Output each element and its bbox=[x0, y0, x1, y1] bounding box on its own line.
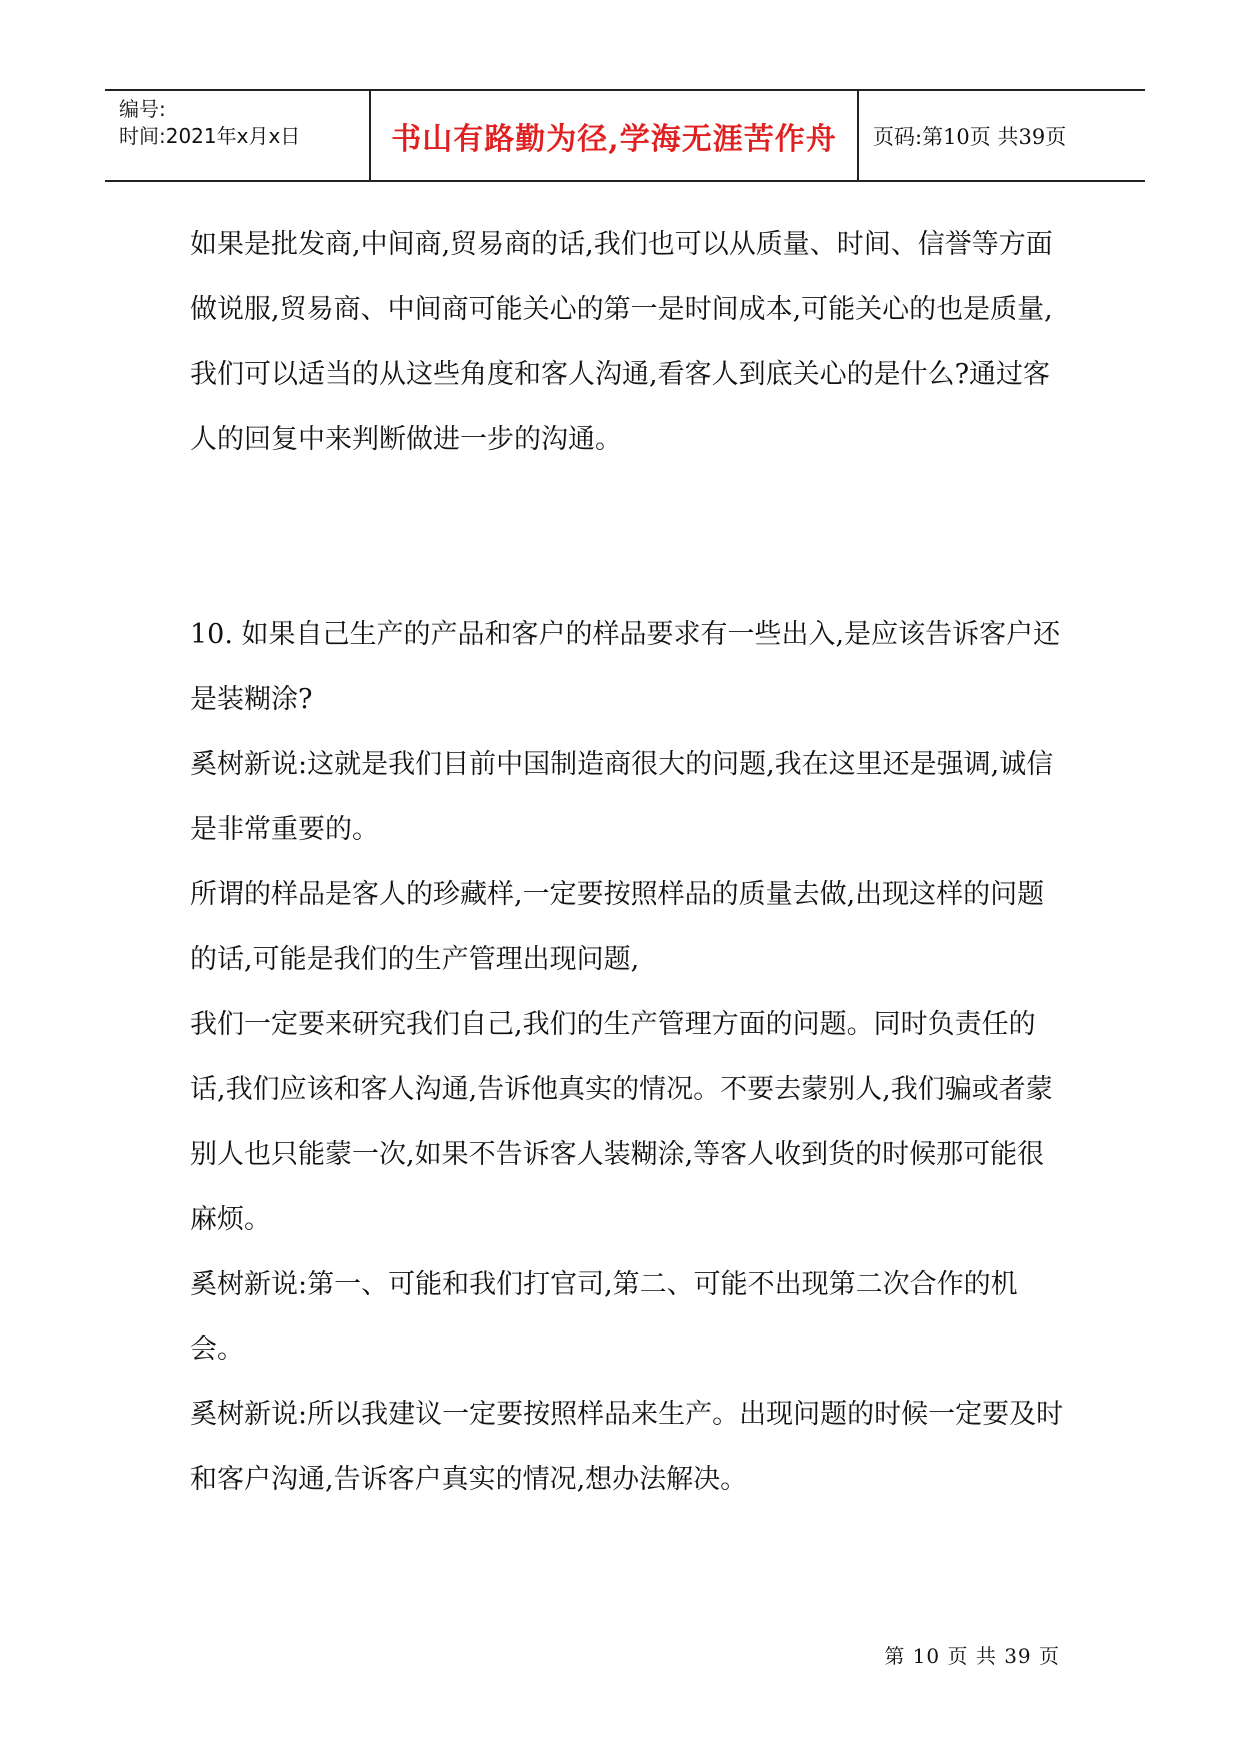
document-number-label: 编号: bbox=[119, 97, 166, 121]
paragraph: 所谓的样品是客人的珍藏样,一定要按照样品的质量去做,出现这样的问题的话,可能是我们的生产管理出现问题, bbox=[190, 879, 1045, 975]
question-heading: 10. 如果自己生产的产品和客户的样品要求有一些出入,是应该告诉客户还是装糊涂? bbox=[190, 619, 1061, 715]
document-time: 时间:2021年x月x日 bbox=[119, 124, 301, 148]
paragraph: 奚树新说:所以我建议一定要按照样品来生产。出现问题的时候一定要及时和客户沟通,告诉客户真实的情况,想办法解决。 bbox=[190, 1399, 1064, 1495]
paragraph: 奚树新说:第一、可能和我们打官司,第二、可能不出现第二次合作的机会。 bbox=[190, 1269, 1018, 1365]
page-header bbox=[105, 89, 1145, 182]
paragraph: 如果是批发商,中间商,贸易商的话,我们也可以从质量、时间、信誉等方面做说服,贸易商、中间商可能关心的第一是时间成本,可能关心的也是质量,我们可以适当的从这些角度和客人沟通,看客人到底关心的是什么?通过客人的回复中来判断做进一步的沟通。 bbox=[190, 229, 1053, 455]
paragraph: 我们一定要来研究我们自己,我们的生产管理方面的问题。同时负责任的话,我们应该和客人沟通,告诉他真实的情况。不要去蒙别人,我们骗或者蒙别人也只能蒙一次,如果不告诉客人装糊涂,等客人收到货的时候那可能很麻烦。 bbox=[190, 1009, 1053, 1235]
document-body bbox=[190, 212, 1070, 1512]
header-page-info: 页码:第10页 共39页 bbox=[873, 124, 1067, 149]
header-motto: 书山有路勤为径,学海无涯苦作舟 bbox=[369, 91, 859, 180]
page-footer: 第 10 页 共 39 页 bbox=[884, 1644, 1060, 1668]
paragraph-spacer bbox=[190, 472, 1070, 602]
header-meta bbox=[105, 91, 369, 180]
paragraph: 奚树新说:这就是我们目前中国制造商很大的问题,我在这里还是强调,诚信是非常重要的。 bbox=[190, 749, 1054, 845]
